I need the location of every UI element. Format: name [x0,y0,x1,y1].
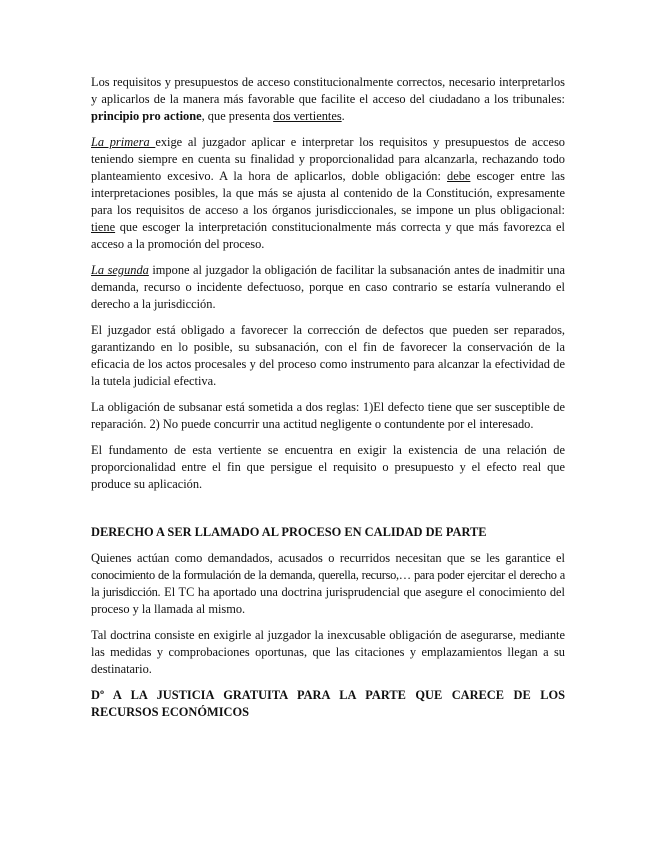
italic-lead: La segunda [91,263,149,277]
italic-lead: La primera [91,135,156,149]
section-heading-llamado: DERECHO A SER LLAMADO AL PROCESO EN CALIDAD DE PARTE [91,525,487,539]
paragraph-tal-doctrina: Tal doctrina consiste en exigirle al juzgador la inexcusable obligación de asegurarse, mediante las medidas y comprobaciones oportunas, que las citaciones y emplazamientos llegan a su destinatario. [91,628,565,676]
section-heading-justicia-gratuita: Dº A LA JUSTICIA GRATUITA PARA LA PARTE QUE CARECE DE LOS RECURSOS ECONÓMICOS [91,688,565,719]
document-page [91,74,565,730]
paragraph-quienes: Quienes actúan como demandados, acusados o recurridos necesitan que se les garantice el conocimiento de la formulación de la demanda, querella, recurso,… para poder ejercitar el derecho a la jurisdicción. El TC ha aportado una doctrina jurisprudencial que asegure el conocimiento del proceso y la llamada al mismo. [91,551,565,616]
paragraph-juzgador: El juzgador está obligado a favorecer la corrección de defectos que pueden ser reparados, garantizando en lo posible, su subsanación, con el fin de favorecer la conservación de la eficacia de los actos procesales y del proceso como instrumento para alcanzar la efectividad de la tutela judicial efectiva. [91,323,565,388]
paragraph-pro-actione: Los requisitos y presupuestos de acceso constitucionalmente correctos, necesario interpretarlos y aplicarlos de la manera más favorable que facilite el acceso del ciudadano a los tribunales: principio pro actione, que presenta dos vertientes. [91,75,565,123]
bold-term: principio pro actione [91,109,202,123]
paragraph-reglas: La obligación de subsanar está sometida a dos reglas: 1)El defecto tiene que ser susceptible de reparación. 2) No puede concurrir una actitud negligente o contundente por el interesado. [91,400,565,431]
paragraph-fundamento: El fundamento de esta vertiente se encuentra en exigir la existencia de una relación de proporcionalidad entre el fin que persigue el requisito o presupuesto y el efecto real que produce su aplicación. [91,443,565,491]
underlined-term: dos vertientes [273,109,342,123]
paragraph-primera: La primera exige al juzgador aplicar e interpretar los requisitos y presupuestos de acceso teniendo siempre en cuenta su finalidad y proporcionalidad para alcanzarla, rechazando todo planteamiento excesivo. A la hora de aplicarlos, doble obligación: debe escoger entre las interpretaciones posibles, la que más se ajusta al contenido de la Constitución, expresamente para los requisitos de acceso a los órganos jurisdiccionales, se impone un plus obligacional: tiene que escoger la interpretación constitucionalmente más correcta y que más favorezca el acceso a la promoción del proceso. [91,135,565,251]
paragraph-segunda: La segunda impone al juzgador la obligación de facilitar la subsanación antes de inadmitir una demanda, recurso o incidente defectuoso, porque en caso contrario se estaría vulnerando el derecho a la jurisdicción. [91,263,565,311]
